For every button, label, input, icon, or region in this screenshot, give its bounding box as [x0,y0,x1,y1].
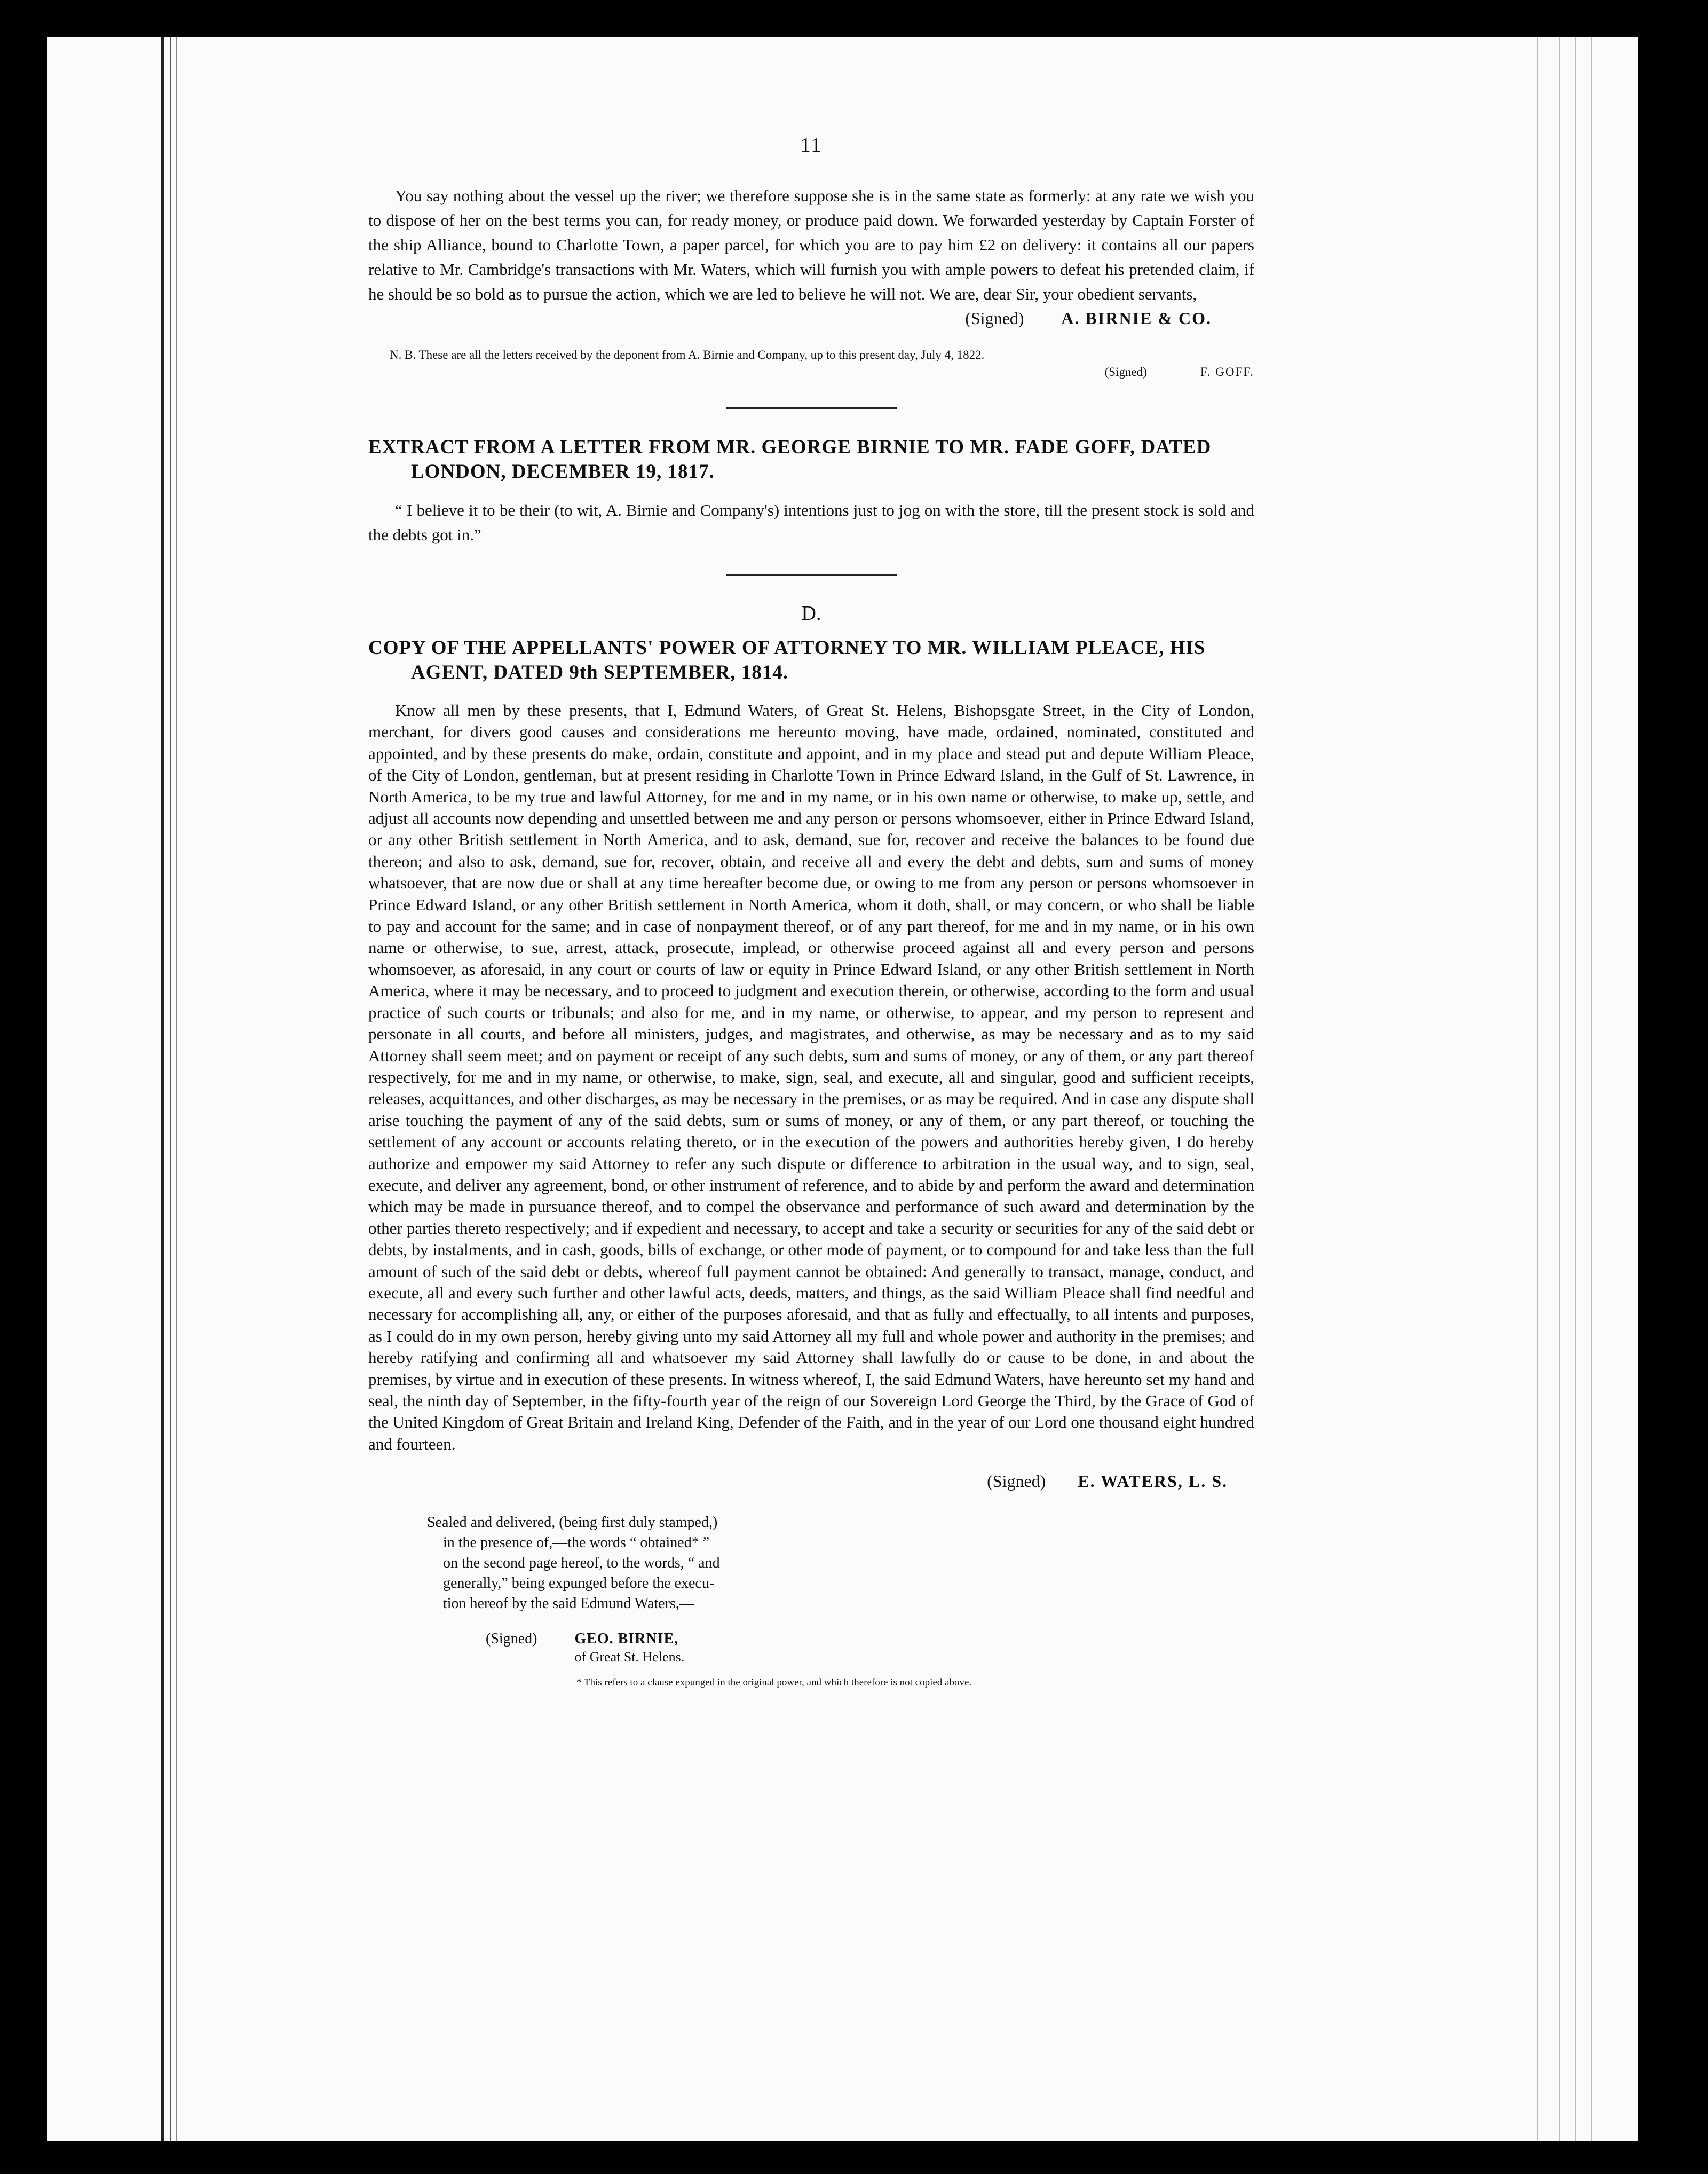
letter-signature-line [368,309,1254,328]
waters-signature-line [368,1471,1254,1491]
page-edge-line [1537,37,1538,2141]
binding-edge-inner [170,37,171,2141]
witness-name-block [574,1630,684,1666]
page-edges-right [1537,37,1639,2141]
binding-edge [161,37,164,2141]
page-edge-line [1559,37,1560,2141]
sealed-and-delivered [427,1513,801,1614]
extract-heading-line1: EXTRACT FROM A LETTER FROM MR. GEORGE BIRNIE TO MR. FADE GOFF, DATED [368,436,1212,458]
page-edge-line [1575,37,1576,2141]
signed-label: (Signed) [486,1630,537,1648]
extract-heading [368,435,1254,484]
signature-waters: E. WATERS, L. S. [1078,1471,1228,1491]
witness-name: GEO. BIRNIE, [574,1630,679,1648]
letter-paragraph: You say nothing about the vessel up the river; we therefore suppose she is in the same state as formerly: at any rate we wish you to dispose of her on the best terms you can, for ready money, or produce paid down. We forwarded yesterday by Captain Forster of the ship Alliance, bound to Charlotte Town, a paper parcel, for which you are to pay him £2 on delivery: it contains all our papers relative to Mr. Cambridge's transactions with Mr. Waters, which will furnish you with ample powers to defeat his pretended claim, if he should be so bold as to pursue the action, which we are led to believe he will not. We are, dear Sir, your obedient servants, [368,186,1254,303]
nb-signature-line [368,364,1254,381]
power-of-attorney-body: Know all men by these presents, that I, Edmund Waters, of Great St. Helens, Bishopsgate Street, in the City of London, merchant, for divers good causes and considerations me hereunto moving, have made, ordained, nominated, constituted and appointed, and by these presents do make, ordain, constitute and appoint, and in my place and stead put and depute William Pleace, of the City of London, gentleman, but at present residing in Charlotte Town in Prince Edward Island, in the Gulf of St. Lawrence, in North America, to be my true and lawful Attorney, for me and in my name, or in his own name or otherwise, to make up, settle, and adjust all accounts now depending and unsettled between me and any person or persons whomsoever, either in Prince Edward Island, or any other British settlement in North America, and to ask, demand, sue for, recover and receive the balances to be found due thereon; and also to ask, demand, sue for, recover, obtain, and receive all and every the debt and debts, sum and sums of money whatsoever, that are now due or shall at any time hereafter become due, or owing to me from any person or persons whomsoever in Prince Edward Island, or any other British settlement in North America, whom it doth, shall, or may concern, or who shall be liable to pay and account for the same; and in case of nonpayment thereof, or of any part thereof, for me and in my name, or in his own name or otherwise, to sue, arrest, attack, prosecute, implead, or otherwise proceed against all and every person and persons whomsoever, as aforesaid, in any court or courts of law or equity in Prince Edward Island, or any other British settlement in North America, where it may be necessary, and to proceed to judgment and execution therein, or otherwise, according to the form and usual practice of such courts or tribunals; and also for me, and in my name, or otherwise, to appear, and my person to represent and personate in all courts, and before all ministers, judges, and magistrates, and otherwise, as may be necessary and as to my said Attorney shall seem meet; and on payment or receipt of any such debts, sum and sums of money, or any of them, or any part thereof respectively, for me and in my name, or otherwise, to make, sign, seal, and execute, all and singular, good and sufficient receipts, releases, acquittances, and other discharges, as may be necessary in the premises, or as may be required. And in case any dispute shall arise touching the payment of any of the said debts, sum or sums of money, or any of them, or any part thereof, or touching the settlement of any account or accounts relating thereto, or in the execution of the powers and authorities hereby given, I do hereby authorize and empower my said Attorney to refer any such dispute or difference to arbitration in the usual way, and to sign, seal, execute, and deliver any agreement, bond, or other instrument of reference, and to abide by and perform the award and determination which may be made in pursuance thereof, and to compel the observance and performance of such award and determination by the other parties thereto respectively; and if expedient and necessary, to accept and take a security or securities for any of the said debt or debts, by instalments, and in cash, goods, bills of exchange, or other mode of payment, or to compound for and take less than the full amount of such of the said debt or debts, whereof full payment cannot be obtained: And generally to transact, manage, conduct, and execute, all and every such further and other lawful acts, deeds, matters, and things, as the said William Pleace shall find needful and necessary for accomplishing all, any, or either of the purposes aforesaid, and that as fully and effectually, to all intents and purposes, as I could do in my own person, hereby giving unto my said Attorney all my full and whole power and authority in the premises; and hereby ratifying and confirming all and whatsoever my said Attorney shall lawfully do or cause to be done, in and about the premises, by virtue and in execution of these presents. In witness whereof, I, the said Edmund Waters, have hereunto set my hand and seal, the ninth day of September, in the fifty-fourth year of the reign of our Sovereign Lord George the Third, by the Grace of God of the United Kingdom of Great Britain and Ireland King, Defender of the Faith, and in the year of our Lord one thousand eight hundred and fourteen. [368,701,1254,1453]
signed-label: (Signed) [987,1471,1046,1491]
extract-quote: “ I believe it to be their (to wit, A. Birnie and Company's) intentions just to jog on with the store, till the present stock is sold and the debts got in.” [368,501,1254,544]
page-edge-line [1591,37,1592,2141]
extract-heading-line2: LONDON, DECEMBER 19, 1817. [411,461,715,483]
page-number: 11 [800,134,823,156]
footnote: * This refers to a clause expunged in the original power, and which therefore is not copied above. [576,1677,972,1689]
witness-place: of Great St. Helens. [574,1649,685,1665]
signature-birnie-co: A. BIRNIE & CO. [1061,309,1212,328]
document-text [368,133,1254,1689]
sealed-line: Sealed and delivered, (being first duly stamped,) [427,1514,718,1531]
witness-signature [486,1630,1254,1666]
signed-label: (Signed) [1104,365,1147,379]
section-letter: D. [801,602,821,625]
sealed-line: in the presence of,—the words “ obtained* ” [443,1534,710,1551]
section-divider [726,574,897,576]
section-divider [726,407,897,409]
poa-heading-line1: COPY OF THE APPELLANTS' POWER OF ATTORNEY TO MR. WILLIAM PLEACE, HIS [368,637,1206,659]
sealed-line: generally,” being expunged before the execu- [443,1575,715,1592]
sealed-line: on the second page hereof, to the words, “ and [443,1555,720,1572]
signed-label: (Signed) [965,309,1024,328]
binding-edge-shadow [176,37,177,2141]
power-of-attorney-heading [368,636,1254,685]
sealed-line: tion hereof by the said Edmund Waters,— [443,1595,694,1612]
signature-goff: F. GOFF. [1200,365,1254,379]
nb-text: N. B. These are all the letters received by the deponent from A. Birnie and Company, up to this present day, July 4, 1822. [390,348,985,361]
poa-heading-line2: AGENT, DATED 9th SEPTEMBER, 1814. [411,661,788,683]
nb-note [368,346,1254,381]
